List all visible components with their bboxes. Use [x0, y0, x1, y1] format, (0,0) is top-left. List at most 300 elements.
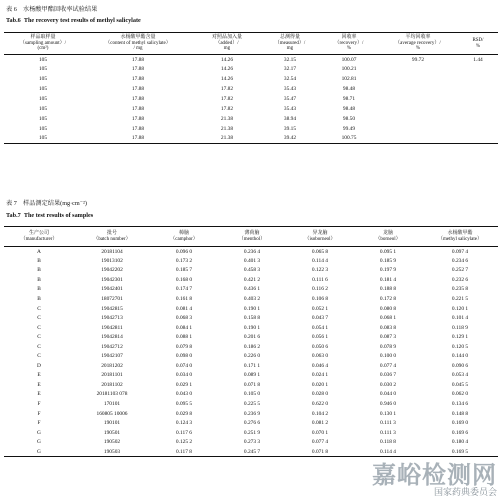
table-cell: B	[37, 296, 41, 302]
table-row	[4, 371, 498, 381]
table-cell: 100.07	[341, 56, 357, 63]
table-cell: 1.44	[473, 56, 483, 63]
table7-header-line: 生产公司	[28, 230, 49, 236]
table-cell: E	[37, 381, 41, 388]
table-cell: 0.077 4	[311, 439, 329, 446]
table-cell: A	[37, 248, 41, 255]
table-cell: 0.096 0	[175, 248, 193, 255]
table-cell: 0.201 6	[243, 334, 261, 341]
table-cell: 0.081 4	[175, 305, 193, 312]
table-cell: 0.084 1	[175, 324, 193, 331]
table-cell: 0.100 0	[379, 353, 397, 360]
table-cell: 0.034 0	[175, 372, 193, 379]
table-cell: 0.235 8	[451, 286, 469, 293]
table7-header-3	[218, 227, 286, 247]
table6-header-line: （content of methyl salicylate）	[105, 40, 171, 46]
table-cell: 0.114 4	[380, 448, 396, 455]
table7-header-1	[74, 227, 150, 247]
table-row	[4, 104, 498, 114]
table7-header-5	[354, 227, 422, 247]
table7-header-line: 批号	[106, 230, 117, 236]
table-cell: 0.056 1	[311, 334, 329, 341]
table-cell: 0.117 8	[176, 448, 192, 455]
table7-header-line: 水杨酸甲酯	[447, 230, 473, 236]
table-cell: 105	[38, 135, 48, 142]
table-cell: 39.42	[283, 135, 297, 142]
table-cell: 19042107	[101, 353, 123, 360]
table-cell: 20181102	[101, 381, 123, 388]
table-cell: 98.48	[342, 105, 356, 112]
table7-header-line: 龙脑	[382, 230, 393, 236]
table-cell: B	[37, 257, 41, 264]
table-cell: 0.234 6	[451, 257, 469, 264]
table6-header-line: (cm²)	[37, 46, 49, 52]
table-cell: 0.129 1	[451, 334, 469, 341]
table6-header-line: 对照品加入量	[211, 35, 242, 41]
table-cell: 0.089 1	[243, 372, 261, 379]
table-cell: 19042301	[101, 276, 123, 283]
table6-header-line: （sampling amount）/	[20, 40, 66, 46]
table-cell: 0.252 7	[451, 267, 469, 274]
table-row	[4, 304, 498, 314]
table-cell: 0.236 4	[243, 248, 261, 255]
table-cell: 0.236 9	[243, 410, 261, 417]
table-cell: 105	[38, 125, 48, 132]
table-row	[4, 323, 498, 333]
table-cell: 14.26	[220, 56, 234, 63]
table-row	[4, 409, 498, 419]
table-cell: 0.078 9	[379, 343, 397, 350]
table-cell: 14.26	[220, 76, 234, 83]
table6-header-line: %	[475, 43, 481, 49]
table-cell: C	[37, 334, 41, 341]
table-cell: G	[37, 439, 41, 446]
table6-header-line: / mg	[133, 46, 143, 52]
table6-header-2	[194, 33, 260, 55]
table-cell: B	[37, 276, 41, 283]
table7-header-2	[150, 227, 218, 247]
table-cell: 170101	[103, 401, 121, 408]
table7-header-line: （batch number）	[93, 236, 131, 242]
table-cell	[378, 114, 458, 124]
table-cell: 0.101 4	[451, 315, 469, 322]
table-cell: 190502	[103, 439, 121, 446]
table-cell: 0.105 0	[243, 391, 261, 398]
table-cell: 17.88	[131, 76, 145, 83]
table6-header-6	[458, 33, 498, 55]
table-cell: 0.044 0	[379, 391, 397, 398]
table-cell	[378, 124, 458, 134]
table-cell: 0.043 0	[175, 391, 193, 398]
table-cell: B	[37, 267, 41, 274]
table-cell: 0.169 6	[451, 429, 469, 436]
table-cell: 0.036 7	[379, 372, 397, 379]
table-cell: 0.169 5	[451, 448, 469, 455]
table-cell: 32.15	[283, 56, 297, 63]
table7-caption-cn: 表 7 样品测定结果(mg·cm⁻²)	[6, 200, 87, 207]
table-cell: 17.82	[220, 105, 234, 112]
table-cell: 0.148 8	[451, 410, 469, 417]
table-cell: 17.88	[131, 96, 145, 102]
table-cell: B	[37, 286, 41, 293]
table6-header-4	[320, 33, 378, 55]
table-cell: 0.052 1	[311, 305, 329, 312]
table-cell: E	[37, 391, 41, 398]
table-cell: F	[37, 420, 41, 427]
table6-caption-cn: 表 6 水杨酸甲酯回收率试验结果	[6, 6, 98, 13]
table-cell: 35.43	[283, 86, 297, 93]
table-cell: 19042815	[101, 305, 123, 312]
table-cell: 0.062 0	[451, 391, 469, 398]
table-row	[4, 55, 498, 65]
table-cell: 20181104	[101, 248, 123, 255]
table-cell: 0.403 2	[243, 296, 261, 302]
table-cell: 0.458 3	[243, 267, 261, 274]
table-cell: 100.75	[341, 135, 357, 142]
table-cell: 0.088 1	[175, 334, 193, 341]
table-cell: 105	[38, 105, 48, 112]
table-cell: 0.068 3	[175, 315, 193, 322]
table-cell: 0.118 8	[380, 439, 396, 446]
table-row	[4, 380, 498, 390]
recovery-test-table	[4, 32, 498, 144]
table-cell: 0.169 0	[451, 420, 469, 427]
table-cell: 0.029 8	[175, 410, 193, 417]
table-cell: 17.88	[131, 56, 145, 63]
table-cell: 0.106 8	[311, 296, 329, 302]
table-cell: D	[37, 362, 41, 369]
table-row	[4, 64, 498, 74]
table6-header-0	[4, 33, 82, 55]
table-cell: 100.21	[341, 66, 357, 73]
table-cell: 0.063 0	[311, 353, 329, 360]
table-cell: 0.054 1	[311, 324, 329, 331]
table-cell: 17.88	[131, 86, 145, 93]
table-cell: 32.17	[283, 66, 297, 73]
table-cell: 190503	[103, 448, 121, 455]
table-cell: 0.050 6	[311, 343, 329, 350]
table7-header-line: 薄荷脑	[244, 230, 260, 236]
table-row	[4, 266, 498, 276]
table6-header-line: （added）/	[215, 40, 239, 46]
table-cell: 0.030 2	[379, 381, 397, 388]
table6-header-line: %	[415, 46, 421, 52]
table-cell: 17.88	[131, 66, 145, 73]
table-cell: 0.046 4	[311, 362, 329, 369]
table-cell	[458, 104, 498, 114]
table-cell: 105	[38, 56, 48, 63]
table-cell: F	[37, 401, 41, 408]
table-row	[4, 124, 498, 134]
table-row	[4, 285, 498, 295]
table6-caption-en-label: Tab.6	[6, 17, 21, 24]
table-row	[4, 134, 498, 144]
table-cell: 20181202	[101, 362, 123, 369]
table-row	[4, 275, 498, 285]
table6-header-line: 总测得量	[279, 35, 300, 41]
watermark-main: 嘉峪检测网	[372, 461, 497, 489]
table-cell: 0.232 6	[451, 276, 469, 283]
table-cell: 0.071 8	[243, 381, 261, 388]
table-cell: E	[37, 372, 41, 379]
table-cell: 98.50	[342, 115, 356, 122]
sample-results-table	[4, 226, 498, 457]
table-cell: 35.47	[283, 96, 297, 102]
table-cell: 0.181 4	[379, 276, 397, 283]
table-cell	[378, 134, 458, 144]
table-row	[4, 84, 498, 94]
table-cell: 0.401 3	[243, 257, 261, 264]
table7-header-0	[4, 227, 74, 247]
table-row	[4, 437, 498, 447]
table-cell: 0.245 7	[243, 448, 261, 455]
table-cell: 14.26	[220, 66, 234, 73]
table-cell: 0.081 2	[311, 420, 329, 427]
table-cell: 0.118 9	[452, 324, 468, 331]
table-cell: 0.074 0	[175, 362, 193, 369]
table-cell: 0.273 3	[243, 439, 261, 446]
table-cell: C	[37, 353, 41, 360]
table-cell: 0.095 5	[175, 401, 193, 408]
table-cell: 0.090 6	[451, 362, 469, 369]
table-cell: 0.158 8	[243, 315, 261, 322]
table-cell	[458, 134, 498, 144]
table-cell: 0.226 0	[243, 353, 261, 360]
table-cell: 0.114 4	[312, 257, 328, 264]
table-row	[4, 418, 498, 428]
table-cell: 0.116 2	[312, 286, 328, 293]
table-row	[4, 94, 498, 104]
table7-caption-en-label: Tab.7	[6, 212, 21, 219]
table-cell: 0.104 2	[311, 410, 329, 417]
table-cell: 0.276 6	[243, 420, 261, 427]
watermark	[372, 462, 497, 498]
table-cell: 0.172 8	[379, 296, 397, 302]
table-cell: 0.028 0	[311, 391, 329, 398]
table7-header-line: 樟脑	[178, 230, 189, 236]
table-cell: 160805 10006	[96, 410, 128, 417]
table-cell: 105	[38, 66, 48, 73]
table7-header-line: 异龙脑	[312, 230, 328, 236]
table-cell: C	[37, 343, 41, 350]
table-cell: 0.180 4	[451, 439, 469, 446]
table-cell	[378, 84, 458, 94]
table6-header-line: 水杨酸甲酯含量	[120, 35, 156, 41]
table6-header-line: （average recovery）/	[395, 40, 441, 46]
table-cell	[458, 84, 498, 94]
table-cell: C	[37, 324, 41, 331]
table7-header-line: （methyl salicylate）	[437, 236, 483, 242]
table-cell: 17.88	[131, 105, 145, 112]
table-cell: 0.111 3	[380, 429, 396, 436]
table-cell: 0.120 1	[451, 305, 469, 312]
table-cell: 0.053 4	[451, 372, 469, 379]
table-cell: 105	[38, 86, 48, 93]
table-cell: 0.098 0	[175, 353, 193, 360]
table-row	[4, 352, 498, 362]
table7-caption-en	[6, 212, 93, 219]
table-cell: 0.168 0	[175, 276, 193, 283]
table-cell: G	[37, 448, 41, 455]
table-cell: 0.097 4	[451, 248, 469, 255]
table-cell	[378, 74, 458, 84]
table-cell: 19042814	[101, 334, 123, 341]
table-cell: 20181103 078	[96, 391, 128, 398]
table-cell: 0.946 0	[379, 401, 397, 408]
table7-header-6	[422, 227, 498, 247]
table6-header-line: mg	[286, 46, 294, 52]
table-cell: 0.117 6	[176, 429, 192, 436]
table-cell: 0.436 1	[243, 286, 261, 293]
table-cell: 0.045 5	[451, 381, 469, 388]
table-cell: 17.88	[131, 135, 145, 142]
table-row	[4, 247, 498, 257]
table-cell: 0.130 1	[379, 410, 397, 417]
table-cell: 0.111 6	[312, 276, 328, 283]
table-cell: 17.88	[131, 115, 145, 122]
table6-caption-en-text: The recovery test results of methyl salicylate	[23, 17, 141, 24]
table7-header-line: （camphor）	[170, 236, 198, 242]
table7-body	[4, 247, 498, 457]
table-cell: 105	[38, 115, 48, 122]
table-cell: 0.161 8	[175, 296, 193, 302]
table-cell: 0.174 7	[175, 286, 193, 293]
table-cell: G	[37, 429, 41, 436]
table-cell: 0.124 3	[175, 420, 193, 427]
table6-header-5	[378, 33, 458, 55]
table-cell: 0.144 0	[451, 353, 469, 360]
table7-header-row	[4, 227, 498, 247]
table-cell: 0.221 5	[451, 296, 469, 302]
table-row	[4, 294, 498, 304]
table-cell: 0.225 5	[243, 401, 261, 408]
watermark-sub: 国家药典委员会	[433, 488, 497, 498]
table-cell: 0.083 8	[379, 324, 397, 331]
table-cell: 102.81	[341, 76, 357, 83]
table-cell: 20181101	[101, 372, 123, 379]
table-cell: 105	[38, 96, 48, 102]
table-row	[4, 428, 498, 438]
table-cell: 0.188 8	[379, 286, 397, 293]
table-cell: 190101	[103, 420, 121, 427]
table-cell: 0.171 1	[243, 362, 261, 369]
table-cell: 0.095 1	[379, 248, 397, 255]
table-cell: 99.49	[342, 125, 356, 132]
table6-header-3	[260, 33, 320, 55]
table-cell: 0.020 1	[311, 381, 329, 388]
table-cell: 19013102	[101, 257, 123, 264]
table6-header-line: （measured）/	[274, 40, 306, 46]
table-cell: 0.197 9	[379, 267, 397, 274]
table6-header-line: %	[346, 46, 352, 52]
table7-header-line: （isoborneol）	[304, 236, 336, 242]
table-row	[4, 342, 498, 352]
table-row	[4, 447, 498, 457]
table-cell: 99.72	[411, 56, 425, 63]
table-cell: 105	[38, 76, 48, 83]
table-cell: C	[37, 305, 41, 312]
table-cell	[378, 104, 458, 114]
table-cell: 0.024 1	[311, 372, 329, 379]
table-row	[4, 256, 498, 266]
table7-header-line: （manufacturer）	[20, 236, 58, 242]
table-cell: 0.125 2	[175, 439, 193, 446]
table7-header-4	[286, 227, 354, 247]
table-cell: C	[37, 315, 41, 322]
table-cell	[458, 74, 498, 84]
table-cell: 32.54	[283, 76, 297, 83]
table-cell: 0.029 1	[175, 381, 193, 388]
table6-header-1	[82, 33, 194, 55]
table-cell: 17.82	[220, 96, 234, 102]
table6-header-line: 回收率	[341, 35, 357, 41]
table-cell: 0.622 0	[311, 401, 329, 408]
table-cell: 0.087 3	[379, 334, 397, 341]
table7-caption-en-text: The test results of samples	[23, 212, 94, 219]
table-cell: 0.077 4	[379, 362, 397, 369]
table-cell: 38.94	[283, 115, 297, 122]
table-cell: 0.190 1	[243, 324, 261, 331]
table-cell: 0.068 1	[379, 315, 397, 322]
table-cell: 0.065 8	[311, 248, 329, 255]
table-cell: 0.190 1	[243, 305, 261, 312]
table-cell	[458, 94, 498, 104]
table-cell: 0.079 8	[175, 343, 193, 350]
table-cell: 39.15	[283, 125, 297, 132]
table-cell: 21.38	[220, 125, 234, 132]
table-row	[4, 313, 498, 323]
table-cell: 19042401	[101, 286, 123, 293]
table-cell: 0.043 7	[311, 315, 329, 322]
table-cell: 0.120 5	[451, 343, 469, 350]
table-row	[4, 390, 498, 400]
table-cell: 0.185 7	[175, 267, 193, 274]
table-cell: 17.88	[131, 125, 145, 132]
table6-header-line: 样品取样量	[30, 35, 56, 41]
table6-header-line: RSD/	[472, 37, 484, 43]
table-cell	[458, 64, 498, 74]
table-cell: 19042712	[101, 343, 123, 350]
table-cell	[458, 124, 498, 134]
table-cell: 0.173 2	[175, 257, 193, 264]
table-cell	[378, 64, 458, 74]
table-cell: 19042202	[101, 267, 123, 274]
table-cell: 0.421 2	[243, 276, 261, 283]
table-cell: 19042713	[101, 315, 123, 322]
table6-header-line: （recovery）/	[334, 40, 364, 46]
table-cell: 0.070 1	[311, 429, 329, 436]
table-cell: 0.080 8	[379, 305, 397, 312]
table-cell: 98.71	[342, 96, 356, 102]
table-cell: 21.38	[220, 135, 234, 142]
table-cell: 21.38	[220, 115, 234, 122]
table7-header-line: （menthol）	[238, 236, 266, 242]
table-cell: 0.186 2	[243, 343, 261, 350]
table-cell: 19042811	[101, 324, 123, 331]
table-row	[4, 74, 498, 84]
table-row	[4, 399, 498, 409]
table-cell: 35.43	[283, 105, 297, 112]
table6-caption-en	[6, 17, 141, 24]
table-cell	[378, 94, 458, 104]
table-cell: 0.251 9	[243, 429, 261, 436]
table-cell: 0.111 3	[380, 420, 396, 427]
table6-body	[4, 55, 498, 144]
table7-header-line: （borneol）	[375, 236, 401, 242]
table-row	[4, 332, 498, 342]
table-row	[4, 361, 498, 371]
table-cell: F	[37, 410, 41, 417]
